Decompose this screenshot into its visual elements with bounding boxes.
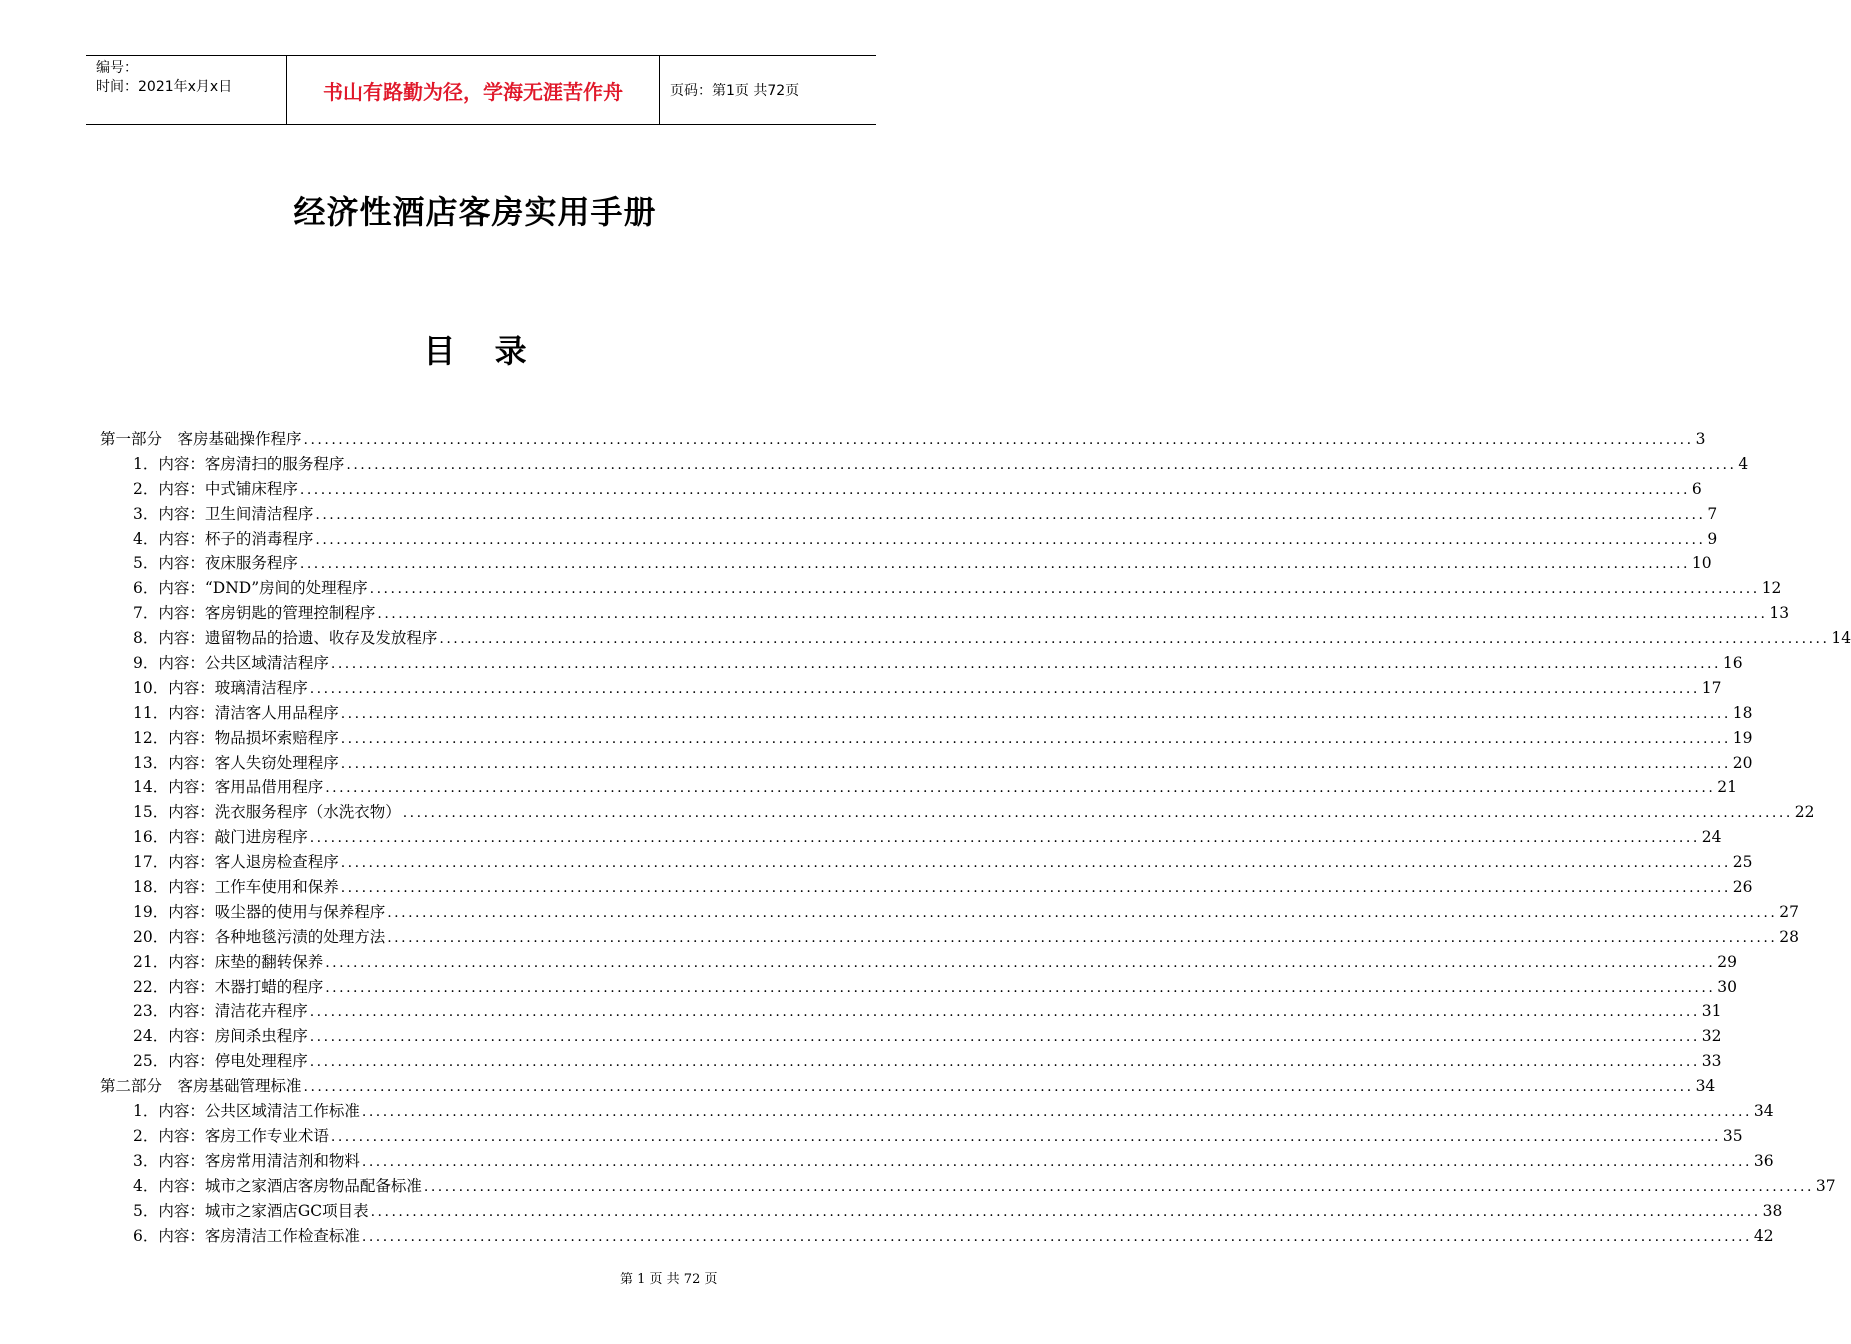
toc-leader-dots: ........................................................................................................................................................................................................	[315, 531, 1706, 548]
toc-leader-dots: ........................................................................................................................................................................................................	[325, 979, 1716, 996]
toc-leader-dots: ........................................................................................................................................................................................................	[340, 880, 1731, 897]
toc-entry-page: 28	[1779, 927, 1800, 946]
toc-entry-label: 5．内容：夜床服务程序	[133, 554, 298, 573]
toc-entry-label: 21．内容：床垫的翻转保养	[133, 952, 324, 971]
toc-entry[interactable]	[100, 1049, 1722, 1074]
toc-entry[interactable]	[100, 676, 1722, 701]
toc-leader-dots: ........................................................................................................................................................................................................	[309, 1004, 1700, 1021]
toc-entry-page: 9	[1707, 529, 1718, 548]
toc-entry-page: 35	[1722, 1126, 1743, 1145]
toc-entry-label: 7．内容：客房钥匙的管理控制程序	[133, 604, 376, 623]
toc-leader-dots: ........................................................................................................................................................................................................	[387, 929, 1778, 946]
toc-entry-page: 34	[1753, 1102, 1774, 1121]
toc-leader-dots: ........................................................................................................................................................................................................	[387, 904, 1778, 921]
toc-leader-dots: ........................................................................................................................................................................................................	[309, 1029, 1700, 1046]
toc-leader-dots: ........................................................................................................................................................................................................	[377, 606, 1768, 623]
toc-entry-label: 1．内容：公共区域清洁工作标准	[133, 1102, 360, 1121]
toc-leader-dots: ........................................................................................................................................................................................................	[439, 631, 1830, 648]
toc-entry-label: 15．内容：洗衣服务程序（水洗衣物）	[133, 803, 401, 822]
toc-entry[interactable]	[100, 576, 1782, 601]
toc-entry[interactable]	[100, 477, 1702, 502]
toc-entry[interactable]	[100, 850, 1753, 875]
toc-leader-dots: ........................................................................................................................................................................................................	[309, 1054, 1700, 1071]
toc-leader-dots: ........................................................................................................................................................................................................	[330, 1128, 1721, 1145]
toc-entry-page: 14	[1831, 629, 1851, 648]
toc-entry-label: 12．内容：物品损坏索赔程序	[133, 728, 339, 747]
toc-entry[interactable]	[100, 452, 1749, 477]
table-of-contents	[100, 427, 1851, 1248]
toc-entry-page: 7	[1707, 504, 1718, 523]
toc-entry-label: 6．内容：“DND”房间的处理程序	[133, 579, 368, 598]
toc-entry[interactable]	[100, 999, 1722, 1024]
toc-entry-label: 第一部分 客房基础操作程序	[100, 430, 302, 448]
page-header	[86, 55, 876, 125]
toc-entry-label: 2．内容：中式铺床程序	[133, 479, 298, 498]
toc-entry[interactable]	[100, 1024, 1722, 1049]
toc-leader-dots: ........................................................................................................................................................................................................	[340, 730, 1731, 747]
toc-entry[interactable]	[100, 626, 1851, 651]
toc-entry[interactable]	[100, 1224, 1774, 1249]
toc-entry-label: 4．内容：城市之家酒店客房物品配备标准	[133, 1176, 422, 1195]
toc-entry-label: 25．内容：停电处理程序	[133, 1052, 308, 1071]
toc-entry[interactable]	[100, 1124, 1743, 1149]
toc-entry-label: 5．内容：城市之家酒店GC项目表	[133, 1201, 369, 1220]
toc-entry-label: 14．内容：客用品借用程序	[133, 778, 324, 797]
toc-entry-page: 10	[1691, 554, 1712, 573]
toc-entry-page: 12	[1761, 579, 1782, 598]
toc-entry-page: 22	[1794, 803, 1815, 822]
toc-entry[interactable]	[100, 825, 1722, 850]
toc-leader-dots: ........................................................................................................................................................................................................	[361, 1153, 1752, 1170]
toc-leader-dots: ........................................................................................................................................................................................................	[423, 1178, 1814, 1195]
toc-entry-label: 第二部分 客房基础管理标准	[100, 1077, 302, 1096]
toc-entry-label: 18．内容：工作车使用和保养	[133, 878, 339, 897]
toc-leader-dots: ........................................................................................................................................................................................................	[309, 680, 1700, 697]
toc-entry-page: 17	[1701, 678, 1722, 697]
toc-entry[interactable]	[100, 751, 1753, 776]
toc-entry-page: 16	[1722, 654, 1743, 673]
toc-entry-label: 17．内容：客人退房检查程序	[133, 853, 339, 872]
toc-entry-page: 30	[1717, 977, 1738, 996]
toc-entry-page: 13	[1769, 604, 1790, 623]
header-page-info: 页码：第1页 共72页	[670, 83, 800, 99]
toc-entry-page: 19	[1732, 728, 1753, 747]
toc-leader-dots: ........................................................................................................................................................................................................	[303, 432, 1694, 448]
toc-section-entry[interactable]	[100, 1074, 1716, 1099]
toc-entry-label: 16．内容：敲门进房程序	[133, 828, 308, 847]
toc-entry[interactable]	[100, 601, 1790, 626]
toc-entry-page: 37	[1815, 1176, 1836, 1195]
toc-entry-label: 3．内容：客房常用清洁剂和物料	[133, 1151, 360, 1170]
toc-leader-dots: ........................................................................................................................................................................................................	[299, 556, 1690, 573]
toc-entry-page: 36	[1753, 1151, 1774, 1170]
toc-entry-page: 25	[1732, 853, 1753, 872]
toc-entry-page: 34	[1695, 1077, 1716, 1096]
toc-entry[interactable]	[100, 975, 1738, 1000]
toc-entry-page: 3	[1695, 430, 1706, 448]
toc-leader-dots: ........................................................................................................................................................................................................	[369, 581, 1760, 598]
toc-entry[interactable]	[100, 551, 1712, 576]
toc-entry-label: 9．内容：公共区域清洁程序	[133, 654, 329, 673]
toc-entry-page: 20	[1732, 753, 1753, 772]
toc-entry-label: 11．内容：清洁客人用品程序	[133, 703, 339, 722]
toc-section-entry[interactable]	[100, 427, 1706, 452]
toc-title: 目 录	[423, 332, 541, 370]
toc-entry-label: 10．内容：玻璃清洁程序	[133, 678, 308, 697]
toc-entry-label: 6．内容：客房清洁工作检查标准	[133, 1226, 360, 1245]
toc-leader-dots: ........................................................................................................................................................................................................	[303, 1079, 1694, 1096]
toc-leader-dots: ........................................................................................................................................................................................................	[361, 1228, 1752, 1245]
document-title: 经济性酒店客房实用手册	[293, 193, 657, 231]
toc-entry-label: 1．内容：客房清扫的服务程序	[133, 454, 345, 473]
toc-entry[interactable]	[100, 900, 1800, 925]
toc-entry-page: 42	[1753, 1226, 1774, 1245]
toc-entry[interactable]	[100, 775, 1738, 800]
toc-entry[interactable]	[100, 1149, 1774, 1174]
toc-entry-page: 38	[1762, 1201, 1783, 1220]
toc-entry-page: 24	[1701, 828, 1722, 847]
toc-entry[interactable]	[100, 726, 1753, 751]
toc-leader-dots: ........................................................................................................................................................................................................	[315, 506, 1706, 523]
toc-leader-dots: ........................................................................................................................................................................................................	[402, 805, 1793, 822]
toc-entry[interactable]	[100, 1199, 1783, 1224]
toc-leader-dots: ........................................................................................................................................................................................................	[361, 1104, 1752, 1121]
toc-entry-label: 3．内容：卫生间清洁程序	[133, 504, 314, 523]
toc-entry[interactable]	[100, 502, 1718, 527]
toc-entry[interactable]	[100, 701, 1753, 726]
header-meta	[86, 56, 287, 124]
toc-entry-label: 19．内容：吸尘器的使用与保养程序	[133, 902, 386, 921]
date-line: 时间：2021年x月x日	[96, 79, 233, 95]
toc-entry-page: 18	[1732, 703, 1753, 722]
toc-leader-dots: ........................................................................................................................................................................................................	[370, 1203, 1761, 1220]
toc-entry-page: 29	[1717, 952, 1738, 971]
toc-leader-dots: ........................................................................................................................................................................................................	[330, 656, 1721, 673]
toc-leader-dots: ........................................................................................................................................................................................................	[346, 456, 1737, 473]
toc-leader-dots: ........................................................................................................................................................................................................	[299, 481, 1690, 498]
toc-entry-label: 8．内容：遗留物品的拾遗、收存及发放程序	[133, 629, 438, 648]
toc-entry-page: 32	[1701, 1027, 1722, 1046]
page-footer: 第 1 页 共 72 页	[620, 1272, 718, 1287]
toc-entry-label: 13．内容：客人失窃处理程序	[133, 753, 339, 772]
toc-leader-dots: ........................................................................................................................................................................................................	[340, 855, 1731, 872]
toc-leader-dots: ........................................................................................................................................................................................................	[325, 780, 1716, 797]
toc-entry-label: 22．内容：木器打蜡的程序	[133, 977, 324, 996]
toc-entry-page: 26	[1732, 878, 1753, 897]
toc-leader-dots: ........................................................................................................................................................................................................	[309, 830, 1700, 847]
toc-entry-label: 23．内容：清洁花卉程序	[133, 1002, 308, 1021]
toc-leader-dots: ........................................................................................................................................................................................................	[340, 705, 1731, 722]
toc-entry-page: 33	[1701, 1052, 1722, 1071]
toc-leader-dots: ........................................................................................................................................................................................................	[325, 954, 1716, 971]
toc-entry-page: 31	[1701, 1002, 1722, 1021]
toc-entry-page: 21	[1717, 778, 1738, 797]
toc-entry-label: 24．内容：房间杀虫程序	[133, 1027, 308, 1046]
toc-entry-page: 4	[1738, 454, 1749, 473]
toc-entry-label: 20．内容：各种地毯污渍的处理方法	[133, 927, 386, 946]
toc-leader-dots: ........................................................................................................................................................................................................	[340, 755, 1731, 772]
toc-entry[interactable]	[100, 651, 1743, 676]
toc-entry[interactable]	[100, 950, 1738, 975]
toc-entry[interactable]	[100, 875, 1753, 900]
header-motto: 书山有路勤为径，学海无涯苦作舟	[287, 56, 660, 124]
toc-entry-page: 27	[1779, 902, 1800, 921]
toc-entry[interactable]	[100, 1174, 1836, 1199]
toc-entry-label: 4．内容：杯子的消毒程序	[133, 529, 314, 548]
toc-entry[interactable]	[100, 527, 1718, 552]
toc-entry-label: 2．内容：客房工作专业术语	[133, 1126, 329, 1145]
toc-entry[interactable]	[100, 1099, 1774, 1124]
toc-entry-page: 6	[1691, 479, 1702, 498]
number-label: 编号：	[96, 60, 138, 76]
toc-entry[interactable]	[100, 925, 1800, 950]
toc-entry[interactable]	[100, 800, 1815, 825]
